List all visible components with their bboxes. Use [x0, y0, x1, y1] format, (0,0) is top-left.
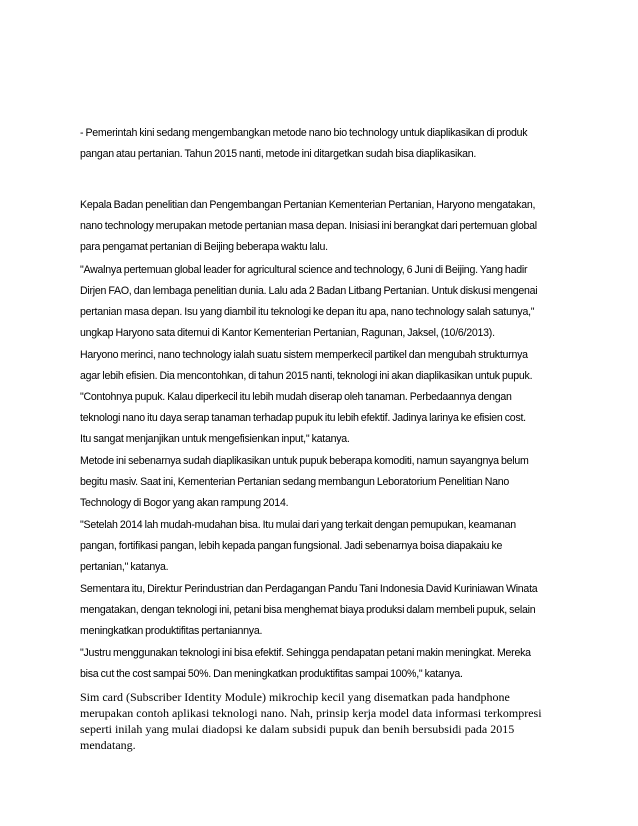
text-line: ungkap Haryono sata ditemui di Kantor Kementerian Pertanian, Ragunan, Jaksel, (10/6/2013). — [80, 327, 495, 339]
text-line: Kepala Badan penelitian dan Pengembangan Pertanian Kementerian Pertanian, Haryono mengatakan, — [80, 199, 536, 211]
paragraph-after-2014-quote — [80, 515, 570, 578]
text-line: pertanian masa depan. Isu yang diambil itu teknologi ke depan itu apa, nano technology salah satunya," — [80, 306, 535, 318]
text-line: bisa cut the cost sampai 50%. Dan meningkatkan produktifitas sampai 100%," katanya. — [80, 668, 463, 680]
text-line: Sementara itu, Direktur Perindustrian dan Perdagangan Pandu Tani Indonesia David Kuriniawan Winata — [80, 583, 538, 595]
text-line: meningkatkan produktifitas pertaniannya. — [80, 625, 263, 637]
text-line: "Setelah 2014 lah mudah-mudahan bisa. Itu mulai dari yang terkait dengan pemupukan, keamanan — [80, 519, 516, 531]
text-line: mendatang. — [80, 738, 136, 752]
text-line: pertanian," katanya. — [80, 561, 169, 573]
paragraph-cost-quote — [80, 643, 570, 685]
text-line: mengatakan, dengan teknologi ini, petani bisa menghemat biaya produksi dalam membeli pupuk, selain — [80, 604, 536, 616]
text-line: Dirjen FAO, dan lembaga penelitian dunia. Lalu ada 2 Badan Litbang Pertanian. Untuk diskusi mengenai — [80, 285, 538, 297]
paragraph-beijing-quote — [80, 260, 570, 344]
paragraph-laboratory — [80, 451, 570, 514]
paragraph-haryono-statement — [80, 195, 570, 258]
text-line: nano technology merupakan metode pertanian masa depan. Inisiasi ini berangkat dari pertemuan global — [80, 220, 537, 232]
text-line: "Awalnya pertemuan global leader for agricultural science and technology, 6 Juni di Beijing. Yang hadir — [80, 264, 528, 276]
text-line: "Justru menggunakan teknologi ini bisa efektif. Sehingga pendapatan petani makin meningkat. Mereka — [80, 647, 531, 659]
paragraph-david-statement — [80, 579, 570, 642]
paragraph-intro — [80, 123, 570, 165]
text-line: begitu masiv. Saat ini, Kementerian Pertanian sedang membangun Leboratorium Penelitian Nano — [80, 476, 510, 488]
text-line: Itu sangat menjanjikan untuk mengefisienkan input," katanya. — [80, 433, 350, 445]
text-line: "Contohnya pupuk. Kalau diperkecil itu lebih mudah diserap oleh tanaman. Perbedaannya dengan — [80, 391, 512, 403]
text-line: Haryono merinci, nano technology ialah suatu sistem memperkecil partikel dan mengubah strukturnya — [80, 349, 528, 361]
text-line: Sim card (Subscriber Identity Module) mikrochip kecil yang disematkan pada handphone — [80, 690, 510, 704]
text-line: - Pemerintah kini sedang mengembangkan metode nano bio technology untuk diaplikasikan di produk — [80, 127, 528, 139]
text-line: para pengamat pertanian di Beijing beberapa waktu lalu. — [80, 241, 328, 253]
text-line: teknologi nano itu daya serap tanaman terhadap pupuk itu lebih efektif. Jadinya larinya ke efisien cost. — [80, 412, 526, 424]
text-line: seperti inilah yang mulai diadopsi ke dalam subsidi pupuk dan benih bersubsidi pada 2015 — [80, 722, 515, 736]
text-line: pangan atau pertanian. Tahun 2015 nanti, metode ini ditargetkan sudah bisa diaplikasikan. — [80, 148, 477, 160]
paragraph-sim-card — [80, 689, 570, 753]
text-line: pangan, fortifikasi pangan, lebih kepada pangan fungsional. Jadi sebenarnya boisa diapakaiu ke — [80, 540, 503, 552]
text-line: Metode ini sebenarnya sudah diaplikasikan untuk pupuk beberapa komoditi, namun sayangnya belum — [80, 455, 529, 467]
text-line: merupakan contoh aplikasi teknologi nano. Nah, prinsip kerja model data informasi terkompresi — [80, 706, 542, 720]
paragraph-fertilizer-quote — [80, 387, 570, 450]
text-line: agar lebih efisien. Dia mencontohkan, di tahun 2015 nanti, teknologi ini akan diaplikasikan untuk pupuk. — [80, 370, 533, 382]
text-line: Technology di Bogor yang akan rampung 2014. — [80, 497, 289, 509]
paragraph-nano-definition — [80, 345, 570, 387]
